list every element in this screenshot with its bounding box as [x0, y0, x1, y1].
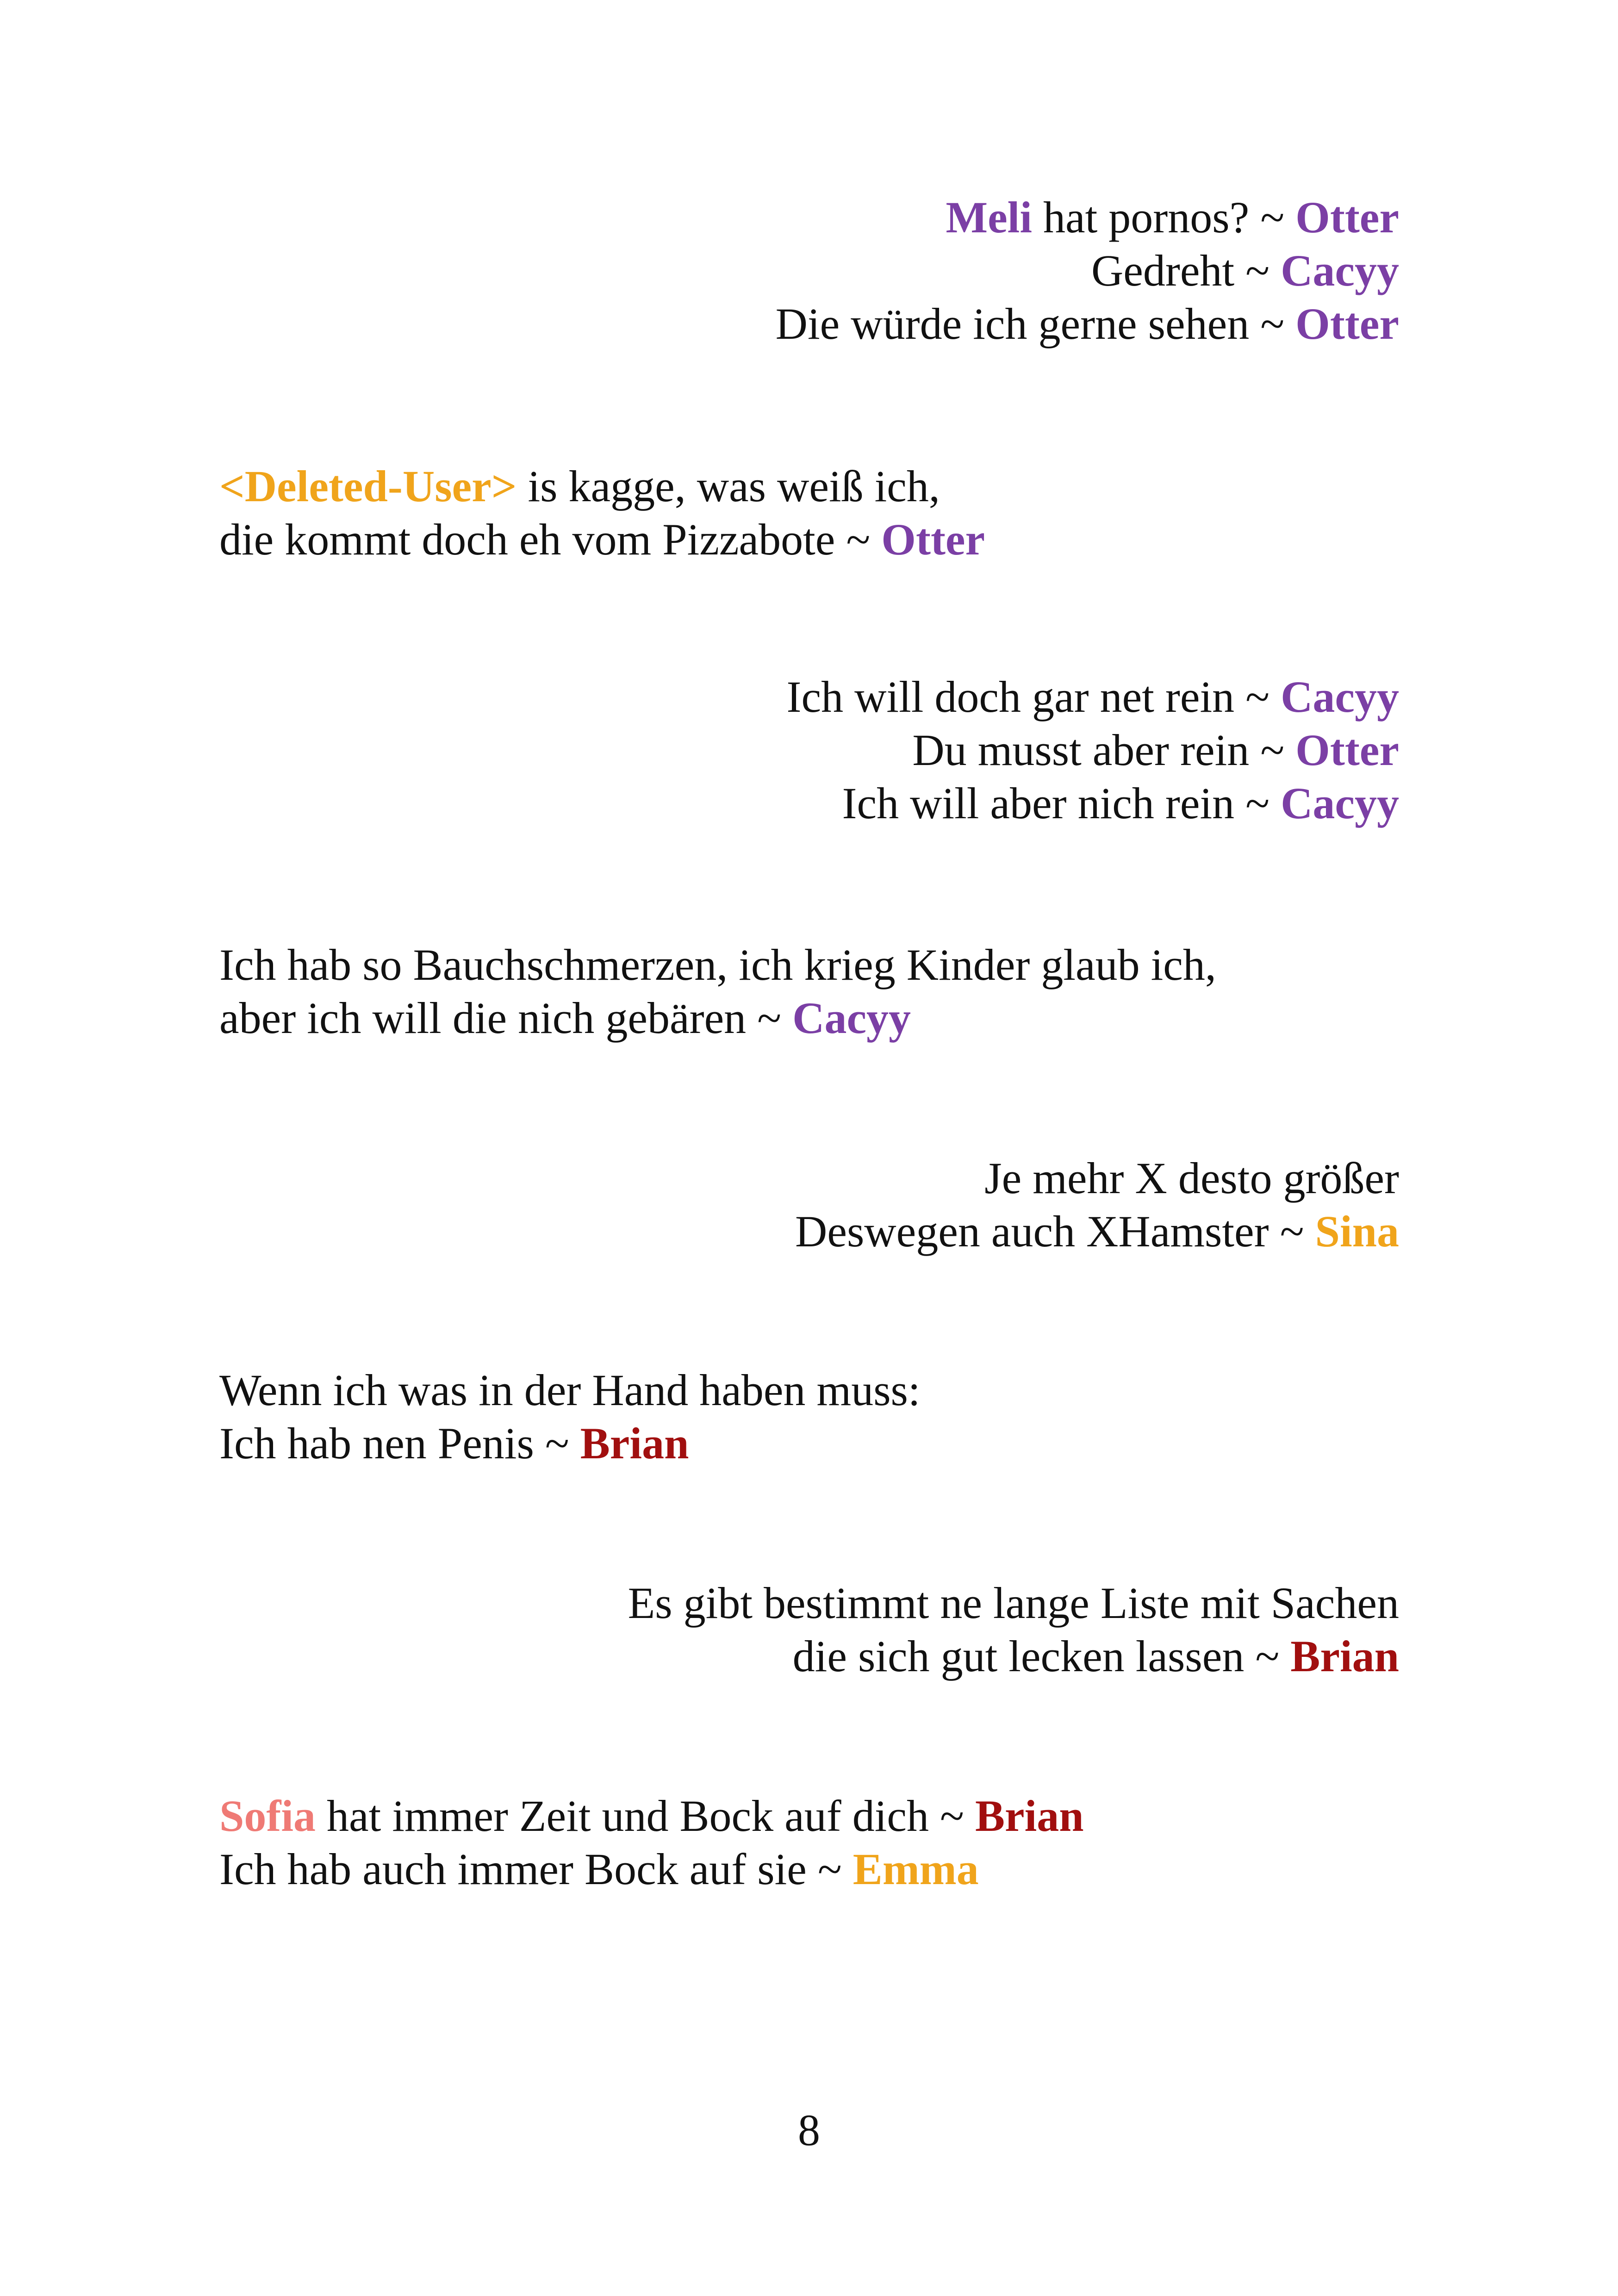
quote-text: is kagge, was weiß ich,: [517, 461, 940, 511]
quote-block: [219, 1789, 1399, 1896]
quote-line: [219, 777, 1399, 830]
quote-line: [219, 991, 1399, 1045]
speaker-name: Brian: [975, 1791, 1084, 1841]
quote-text: die kommt doch eh vom Pizzabote ~: [219, 515, 882, 564]
quote-text: Ich will doch gar net rein ~: [786, 672, 1281, 722]
speaker-name: Otter: [1295, 725, 1399, 775]
quote-line: [219, 1417, 1399, 1470]
speaker-name: Meli: [946, 193, 1033, 242]
quote-text: Ich will aber nich rein ~: [842, 778, 1281, 828]
speaker-name: Emma: [853, 1844, 979, 1894]
quote-text: hat immer Zeit und Bock auf dich ~: [316, 1791, 975, 1841]
quote-text: Es gibt bestimmt ne lange Liste mit Sachen: [628, 1578, 1399, 1628]
speaker-name: Sofia: [219, 1791, 316, 1841]
quote-line: [219, 513, 1399, 566]
quote-text: Wenn ich was in der Hand haben muss:: [219, 1365, 921, 1415]
quote-block: [219, 670, 1399, 830]
quote-line: [219, 1363, 1399, 1417]
quote-line: [219, 1842, 1399, 1896]
quote-text: Ich hab auch immer Bock auf sie ~: [219, 1844, 853, 1894]
quote-line: [219, 670, 1399, 723]
quote-text: Deswegen auch XHamster ~: [795, 1207, 1315, 1256]
quote-line: [219, 938, 1399, 991]
speaker-name: <Deleted-User>: [219, 461, 517, 511]
quote-text: Die würde ich gerne sehen ~: [775, 299, 1296, 348]
quote-text: aber ich will die nich gebären ~: [219, 993, 793, 1043]
speaker-name: Brian: [580, 1419, 689, 1468]
quote-line: [219, 1151, 1399, 1205]
quote-block: [219, 1576, 1399, 1683]
quote-line: [219, 1630, 1399, 1683]
quote-text: hat pornos? ~: [1032, 193, 1296, 242]
speaker-name: Cacyy: [1281, 672, 1399, 722]
quote-line: [219, 1576, 1399, 1630]
quote-block: [219, 191, 1399, 350]
quote-line: [219, 723, 1399, 777]
quote-block: [219, 938, 1399, 1045]
quote-line: [219, 460, 1399, 513]
speaker-name: Cacyy: [792, 993, 911, 1043]
speaker-name: Otter: [1295, 193, 1399, 242]
speaker-name: Otter: [881, 515, 985, 564]
quote-block: [219, 1151, 1399, 1258]
quote-text: Ich hab nen Penis ~: [219, 1419, 580, 1468]
speaker-name: Cacyy: [1281, 778, 1399, 828]
quote-line: [219, 244, 1399, 297]
quote-line: [219, 191, 1399, 244]
speaker-name: Sina: [1315, 1207, 1399, 1256]
page-number: 8: [798, 2105, 820, 2155]
quote-line: [219, 1205, 1399, 1258]
speaker-name: Cacyy: [1281, 246, 1399, 295]
quote-text: Du musst aber rein ~: [912, 725, 1296, 775]
speaker-name: Brian: [1290, 1631, 1399, 1681]
quote-block: [219, 1363, 1399, 1470]
speaker-name: Otter: [1295, 299, 1399, 348]
quote-text: Gedreht ~: [1091, 246, 1281, 295]
quote-block: [219, 460, 1399, 566]
quote-text: die sich gut lecken lassen ~: [792, 1631, 1291, 1681]
quote-text: Ich hab so Bauchschmerzen, ich krieg Kinder glaub ich,: [219, 940, 1216, 989]
quote-text: Je mehr X desto größer: [984, 1153, 1399, 1203]
quote-line: [219, 1789, 1399, 1842]
quote-line: [219, 297, 1399, 350]
